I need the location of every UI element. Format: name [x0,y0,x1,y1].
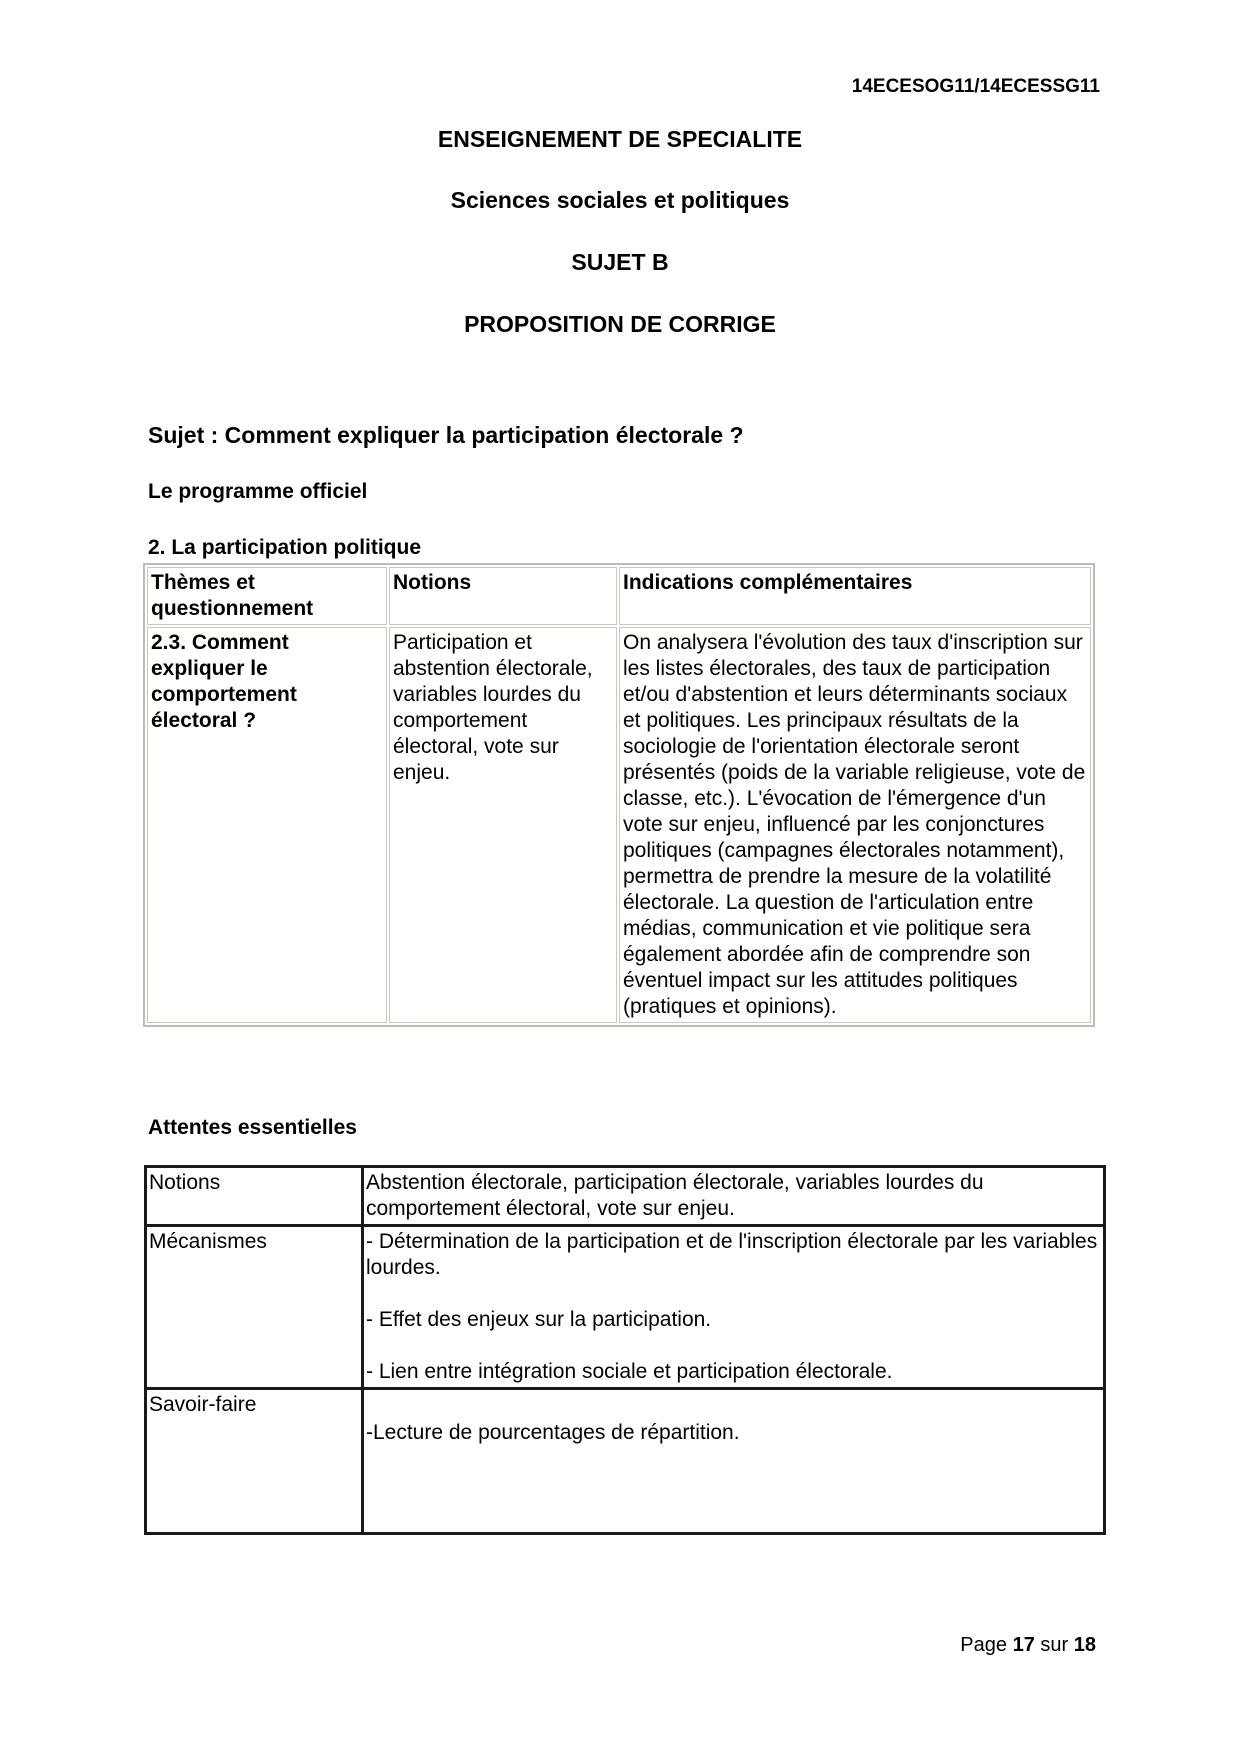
attentes-label: Attentes essentielles [148,1116,357,1139]
content-line: Abstention électorale, participation électorale, variables lourdes du comportement électoral, vote sur enjeu. [366,1171,984,1220]
row-label-notions: Notions [146,1167,363,1226]
document-title: ENSEIGNEMENT DE SPECIALITE [437,126,803,152]
page-number [960,1634,1096,1657]
programme-table [143,563,1095,1027]
table-row [147,627,1091,1023]
row-content-savoir-faire [363,1389,1105,1534]
row-content-notions [363,1167,1105,1226]
content-line: - Lien entre intégration sociale et participation électorale. [366,1360,893,1383]
programme-label: Le programme officiel [148,480,368,503]
table-row [146,1389,1105,1534]
cell-notions: Participation et abstention électorale, variables lourdes du comportement électoral, vote sur enjeu. [389,627,617,1023]
document-code: 14ECESOG11/14ECESSG11 [851,76,1100,97]
row-label-savoir-faire: Savoir-faire [146,1389,363,1534]
column-header-indications: Indications complémentaires [619,567,1091,625]
column-header-themes: Thèmes et questionnement [147,567,387,625]
document-type: PROPOSITION DE CORRIGE [464,311,776,337]
row-label-mecanismes: Mécanismes [146,1226,363,1389]
cell-theme: 2.3. Comment expliquer le comportement électoral ? [147,627,387,1023]
column-header-notions: Notions [389,567,617,625]
page-word: Page [960,1634,1008,1656]
subject-heading: Sujet : Comment expliquer la participation électorale ? [148,422,744,448]
programme-section: 2. La participation politique [148,536,422,559]
table-header-row [147,567,1091,625]
content-line: - Effet des enjeux sur la participation. [366,1308,712,1331]
subject-label: SUJET B [571,249,669,275]
cell-indications: On analysera l'évolution des taux d'inscription sur les listes électorales, des taux de participation et/ou d'abstention et leurs déterminants sociaux et politiques. Les principaux résultats de la sociologie de l'orientation électorale seront présentés (poids de la variable religieuse, vote de classe, etc.). L'évocation de l'émergence d'un vote sur enjeu, influencé par les conjonctures politiques (campagnes électorales notamment), permettra de prendre la mesure de la volatilité électorale. La question de l'articulation entre médias, communication et vie politique sera également abordée afin de comprendre son éventuel impact sur les attitudes politiques (pratiques et opinions). [619,627,1091,1023]
content-line: - Détermination de la participation et de l'inscription électorale par les variables lourdes. [366,1230,1098,1279]
page-total: 18 [1073,1634,1096,1656]
row-content-mecanismes [363,1226,1105,1389]
table-row [146,1226,1105,1389]
content-line: -Lecture de pourcentages de répartition. [366,1421,740,1444]
table-row [146,1167,1105,1226]
page-current: 17 [1012,1634,1035,1656]
document-subtitle: Sciences sociales et politiques [450,187,790,213]
page-of-word: sur [1040,1634,1069,1656]
attentes-table [144,1165,1106,1535]
